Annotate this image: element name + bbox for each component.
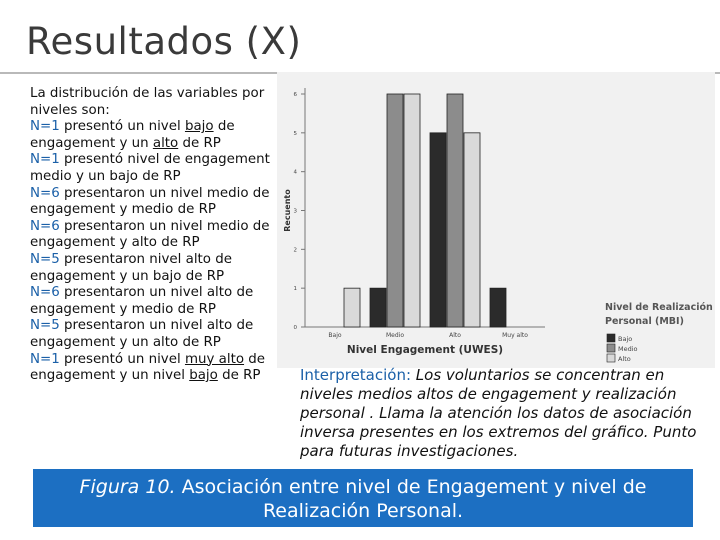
y-tick-label: 0 — [293, 325, 297, 331]
distribution-text-part: presentó un nivel — [59, 119, 185, 135]
distribution-text-part: de RP — [217, 368, 261, 384]
distribution-text-part: N=1 — [30, 119, 60, 135]
bar — [370, 288, 386, 327]
x-tick-label: Bajo — [328, 332, 342, 339]
legend-title: Personal (MBI) — [605, 316, 684, 327]
bar — [430, 133, 446, 327]
distribution-line — [30, 119, 270, 152]
distribution-line — [30, 252, 270, 285]
distribution-line — [30, 285, 270, 318]
caption-figure-number: Figura 10. — [79, 476, 176, 498]
y-tick-label: 6 — [293, 92, 297, 98]
distribution-text-part: bajo — [184, 119, 214, 135]
interpretation — [300, 366, 700, 461]
distribution-text-part: bajo — [189, 368, 218, 384]
distribution-text-part: de engagement y un nivel — [30, 351, 266, 384]
distribution-line — [30, 219, 270, 252]
distribution-text-part: presentaron un nivel alto de engagement y medio de RP — [30, 285, 254, 317]
distribution-text-part: presentaron nivel alto de engagement y un bajo de RP — [30, 251, 232, 284]
distribution-text-part: de RP — [178, 135, 221, 151]
legend-swatch — [607, 344, 615, 352]
distribution-text-part: presentó nivel de engagement medio y un bajo de RP — [30, 152, 270, 184]
caption-text: Asociación entre nivel de Engagement y nivel de Realización Personal. — [175, 476, 647, 522]
distribution-text-part: N=6 — [30, 185, 60, 201]
distribution-text-part: alto — [152, 135, 179, 151]
x-tick-label: Alto — [449, 332, 461, 339]
slide-title: Resultados (X) — [26, 20, 302, 63]
distribution-text-part: N=1 — [30, 351, 60, 367]
y-tick-label: 3 — [293, 208, 297, 215]
y-tick-label: 1 — [293, 286, 297, 293]
distribution-text-part: presentaron un nivel medio de engagement y medio de RP — [30, 185, 270, 218]
distribution-text-part: presentaron un nivel medio de engagement y alto de RP — [30, 218, 270, 251]
distribution-text-part: N=6 — [30, 285, 60, 301]
x-axis-label: Nivel Engagement (UWES) — [346, 344, 504, 356]
distribution-text-part: La distribución de las variables por niveles son: — [30, 86, 265, 118]
distribution-text-part: presentó un nivel — [59, 351, 185, 367]
distribution-text-part: N=1 — [30, 152, 60, 168]
distribution-text-part: de engagement y un — [30, 119, 235, 151]
distribution-line — [30, 152, 270, 185]
distribution-text-part: presentaron un nivel alto de engagement y un alto de RP — [30, 318, 254, 350]
legend-title: Nivel de Realización — [605, 302, 713, 313]
bar — [490, 288, 506, 327]
distribution-line — [30, 86, 270, 119]
y-tick-label: 4 — [293, 169, 297, 176]
y-axis-label: Recuento — [283, 189, 292, 232]
distribution-text-part: N=6 — [30, 218, 60, 234]
legend-swatch — [607, 354, 615, 362]
legend-label: Bajo — [618, 335, 633, 343]
bar — [447, 94, 463, 327]
x-tick-label: Muy alto — [502, 332, 528, 339]
distribution-text-part: muy alto — [184, 351, 245, 367]
bar — [344, 288, 360, 327]
bar — [404, 94, 420, 327]
legend-label: Medio — [618, 345, 638, 353]
distribution-text-part: N=5 — [30, 251, 60, 267]
legend-label: Alto — [618, 355, 631, 363]
distribution-line — [30, 352, 270, 385]
bar — [387, 94, 403, 327]
interpretation-text: Los voluntarios se concentran en niveles medios altos de engagement y realización personal . Llama la atención los datos de asociación inversa presentes en los extremos del gráfico. Punto para futuras investigaciones. — [300, 366, 697, 460]
y-tick-label: 5 — [293, 130, 297, 137]
distribution-text-part: N=5 — [30, 318, 60, 334]
distribution-line — [30, 186, 270, 219]
distribution-line — [30, 318, 270, 351]
legend-swatch — [607, 334, 615, 342]
chart-panel — [277, 72, 715, 368]
bar-chart — [277, 72, 715, 368]
x-tick-label: Medio — [385, 332, 405, 339]
distribution-text — [30, 86, 270, 385]
interpretation-label: Interpretación: — [300, 366, 412, 384]
bar — [464, 133, 480, 327]
y-tick-label: 2 — [293, 247, 297, 254]
figure-caption — [33, 469, 693, 527]
